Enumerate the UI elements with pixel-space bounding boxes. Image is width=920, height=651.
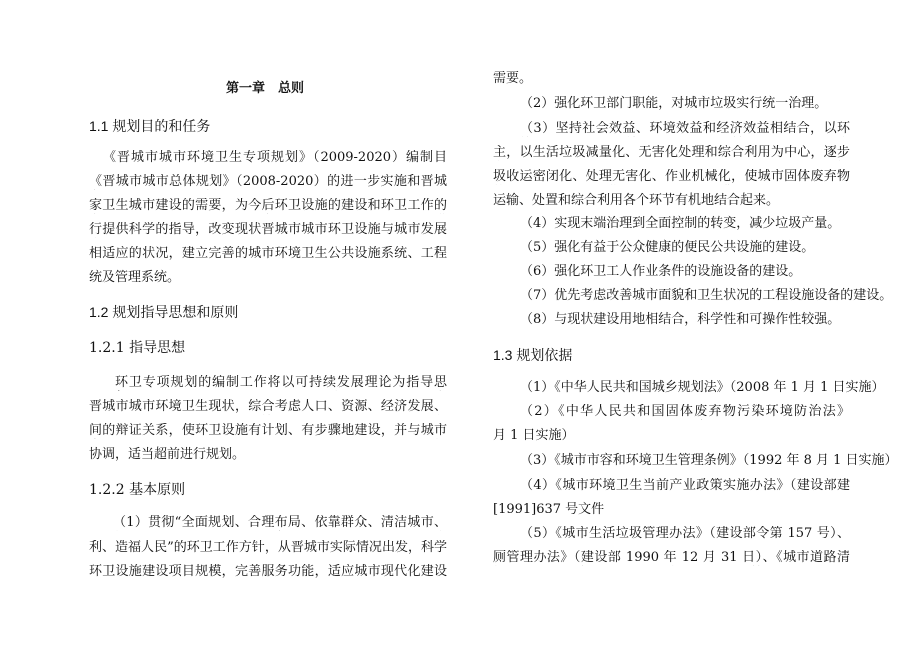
principle-item: （3）坚持社会效益、环境效益和经济效益相结合，以环 xyxy=(520,121,850,136)
basis-item: （3）《城市市容和环境卫生管理条例》（1992 年 8 月 1 日实施） xyxy=(520,453,898,468)
section-heading-1-2-1: 1.2.1 指导思想 xyxy=(89,340,186,356)
paragraph-line: 需要。 xyxy=(493,71,533,86)
paragraph-line: 《晋城市城市总体规划》（2008-2020）的进一步实施和晋城 xyxy=(89,174,447,189)
basis-item: （1）《中华人民共和国城乡规划法》（2008 年 1 月 1 日实施） xyxy=(520,380,885,395)
principle-item: （6）强化环卫工人作业条件的设施设备的建设。 xyxy=(520,264,802,279)
paragraph-line: 行提供科学的指导，改变现状晋城市城市环卫设施与城市发展 xyxy=(89,222,447,237)
principle-item: （5）强化有益于公众健康的便民公共设施的建设。 xyxy=(520,240,815,255)
paragraph-line: 环卫设施建设项目规模，完善服务功能，适应城市现代化建设 xyxy=(89,564,447,579)
paragraph-line: 月 1 日实施） xyxy=(493,428,575,443)
paragraph-line: 间的辩证关系，使环卫设施有计划、有步骤地建设，并与城市 xyxy=(89,423,447,438)
paragraph-line: 圾收运密闭化、处理无害化、作业机械化，使城市固体废弃物 xyxy=(493,169,850,184)
paragraph-line: 《晋城市城市环境卫生专项规划》（2009-2020）编制目 xyxy=(103,150,447,165)
chapter-title: 第一章 总则 xyxy=(226,81,305,96)
principle-item: （2）强化环卫部门职能，对城市垃圾实行统一治理。 xyxy=(520,96,828,111)
paragraph-line: 相适应的状况，建立完善的城市环境卫生公共设施系统、工程 xyxy=(89,246,447,261)
paragraph-line: 协调，适当超前进行规划。 xyxy=(89,447,246,462)
principle-item: （8）与现状建设用地相结合，科学性和可操作性较强。 xyxy=(520,312,841,327)
paragraph-line: 晋城市城市环境卫生现状，综合考虑人口、资源、经济发展、 xyxy=(89,399,447,414)
section-heading-1-1: 1.1 规划目的和任务 xyxy=(89,118,211,134)
paragraph-line: （1）贯彻“全面规划、合理布局、依靠群众、清洁城市、 xyxy=(113,515,447,530)
paragraph-line: 运输、处置和综合利用各个环节有机地结合起来。 xyxy=(493,193,780,208)
basis-item: （5）《城市生活垃圾管理办法》（建设部令第 157 号）、 xyxy=(520,526,850,541)
paragraph-line: 厕管理办法》（建设部 1990 年 12 月 31 日）、《城市道路清 xyxy=(493,550,850,565)
paragraph-line: 利、造福人民”的环卫工作方针，从晋城市实际情况出发，科学 xyxy=(89,540,447,555)
paragraph-line: 主，以生活垃圾减量化、无害化处理和综合利用为中心，逐步 xyxy=(493,145,850,160)
paragraph-line: [1991]637 号文件 xyxy=(493,502,605,517)
basis-item: （2）《中华人民共和国固体废弃物污染环境防治法》 xyxy=(520,404,850,419)
section-heading-1-3: 1.3 规划依据 xyxy=(493,347,573,363)
paragraph-line: 统及管理系统。 xyxy=(89,270,181,285)
section-heading-1-2-2: 1.2.2 基本原则 xyxy=(89,482,186,498)
basis-item: （4）《城市环境卫生当前产业政策实施办法》（建设部建 xyxy=(520,478,850,493)
principle-item: （7）优先考虑改善城市面貌和卫生状况的工程设施设备的建设。 xyxy=(520,288,893,303)
principle-item: （4）实现末端治理到全面控制的转变，减少垃圾产量。 xyxy=(520,216,841,231)
paragraph-line: 环卫专项规划的编制工作将以可持续发展理论为指导思 xyxy=(115,375,447,390)
section-heading-1-2: 1.2 规划指导思想和原则 xyxy=(89,304,239,320)
paragraph-line: 家卫生城市建设的需要，为今后环卫设施的建设和环卫工作的 xyxy=(89,198,447,213)
